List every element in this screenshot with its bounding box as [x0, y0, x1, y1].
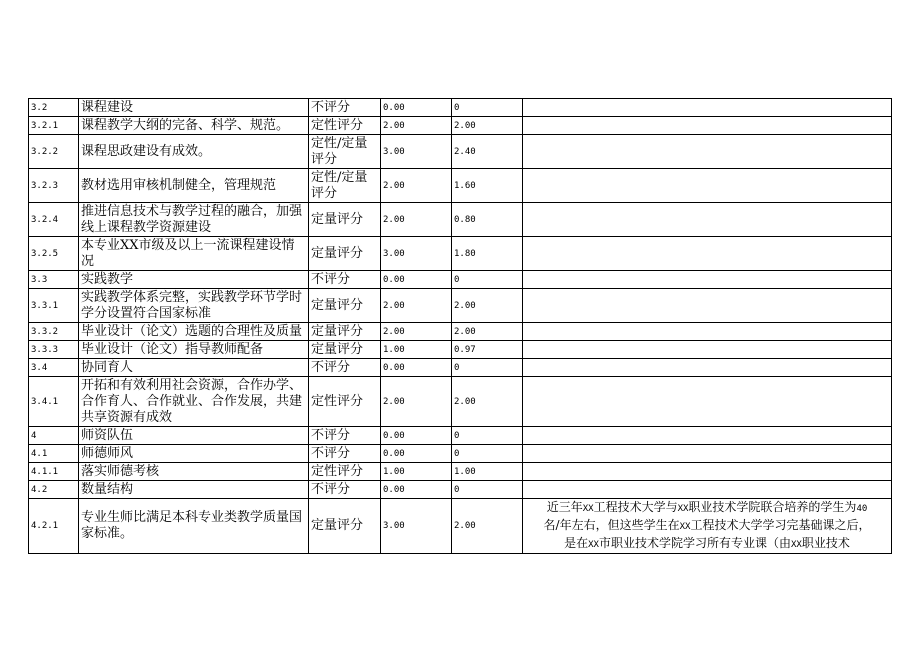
scoring-method: 不评分	[309, 99, 381, 117]
item-code: 3.2.5	[29, 237, 79, 271]
scoring-method: 不评分	[309, 427, 381, 445]
item-code: 3.4	[29, 359, 79, 377]
full-score: 0.00	[381, 427, 452, 445]
remarks-text: XX	[791, 540, 802, 550]
full-score: 0.00	[381, 445, 452, 463]
full-score: 2.00	[381, 203, 452, 237]
table-row	[29, 427, 892, 445]
item-code: 3.3	[29, 271, 79, 289]
scoring-method: 定性/定量评分	[309, 169, 381, 203]
full-score: 2.00	[381, 169, 452, 203]
remarks	[523, 237, 892, 271]
actual-score: 1.00	[452, 463, 523, 481]
scoring-method: 不评分	[309, 445, 381, 463]
scoring-method: 定性评分	[309, 463, 381, 481]
remarks	[523, 359, 892, 377]
actual-score: 2.00	[452, 377, 523, 427]
scoring-method: 不评分	[309, 359, 381, 377]
actual-score: 2.00	[452, 289, 523, 323]
actual-score: 0	[452, 445, 523, 463]
item-code: 3.3.2	[29, 323, 79, 341]
actual-score: 0.97	[452, 341, 523, 359]
remarks-text: 职业技术学院联合培养的学生为	[688, 500, 857, 514]
item-description: 实践教学体系完整，实践教学环节学时学分设置符合国家标准	[79, 289, 309, 323]
scoring-method: 定性评分	[309, 117, 381, 135]
full-score: 3.00	[381, 237, 452, 271]
item-description: 师德师风	[79, 445, 309, 463]
remarks-text: 工程技术大学与	[593, 500, 678, 514]
item-code: 3.2.1	[29, 117, 79, 135]
table-row	[29, 289, 892, 323]
remarks	[523, 445, 892, 463]
scoring-method: 不评分	[309, 271, 381, 289]
item-description: 毕业设计（论文）指导教师配备	[79, 341, 309, 359]
remarks	[523, 271, 892, 289]
item-code: 3.2.3	[29, 169, 79, 203]
remarks	[523, 323, 892, 341]
actual-score: 0	[452, 427, 523, 445]
full-score: 2.00	[381, 323, 452, 341]
item-code: 4.2.1	[29, 499, 79, 554]
item-description: 开拓和有效利用社会资源，合作办学、合作育人、合作就业、合作发展，共建共享资源有成效	[79, 377, 309, 427]
remarks-text: 职业技术	[801, 536, 850, 550]
remarks-line	[525, 499, 889, 517]
scoring-method: 定性评分	[309, 377, 381, 427]
item-code: 3.3.1	[29, 289, 79, 323]
full-score: 2.00	[381, 117, 452, 135]
full-score: 1.00	[381, 463, 452, 481]
table-row	[29, 117, 892, 135]
remarks	[523, 99, 892, 117]
actual-score: 1.60	[452, 169, 523, 203]
evaluation-table	[28, 98, 892, 554]
full-score: 0.00	[381, 271, 452, 289]
actual-score: 0	[452, 481, 523, 499]
table-row	[29, 237, 892, 271]
item-code: 3.4.1	[29, 377, 79, 427]
table-row	[29, 323, 892, 341]
scoring-method: 定量评分	[309, 237, 381, 271]
item-description: 师资队伍	[79, 427, 309, 445]
full-score: 0.00	[381, 359, 452, 377]
scoring-method: 定量评分	[309, 289, 381, 323]
remarks-text: XX	[679, 522, 691, 532]
item-description: 课程教学大纲的完备、科学、规范。	[79, 117, 309, 135]
table-row	[29, 359, 892, 377]
scoring-method: 定量评分	[309, 499, 381, 554]
remarks-line	[525, 535, 889, 553]
actual-score: 0	[452, 359, 523, 377]
remarks	[523, 481, 892, 499]
remarks-text: XX	[588, 540, 599, 550]
full-score: 1.00	[381, 341, 452, 359]
actual-score: 0	[452, 271, 523, 289]
item-description: 推进信息技术与教学过程的融合，加强线上课程教学资源建设	[79, 203, 309, 237]
remarks-text: XX	[582, 504, 594, 514]
actual-score: 2.00	[452, 117, 523, 135]
actual-score: 2.40	[452, 135, 523, 169]
table-row	[29, 203, 892, 237]
remarks-text: 40	[856, 504, 868, 514]
table-row	[29, 341, 892, 359]
actual-score: 0.80	[452, 203, 523, 237]
table-row	[29, 445, 892, 463]
scoring-method: 定量评分	[309, 323, 381, 341]
actual-score: 1.80	[452, 237, 523, 271]
remarks	[523, 117, 892, 135]
item-description: 课程思政建设有成效。	[79, 135, 309, 169]
table-row	[29, 271, 892, 289]
remarks	[523, 169, 892, 203]
item-code: 3.2.2	[29, 135, 79, 169]
item-description: 实践教学	[79, 271, 309, 289]
full-score: 2.00	[381, 377, 452, 427]
item-description: 教材选用审核机制健全，管理规范	[79, 169, 309, 203]
scoring-method: 不评分	[309, 481, 381, 499]
item-code: 4.1	[29, 445, 79, 463]
item-code: 4.2	[29, 481, 79, 499]
full-score: 0.00	[381, 481, 452, 499]
item-code: 4.1.1	[29, 463, 79, 481]
actual-score: 2.00	[452, 499, 523, 554]
remarks-text: 工程技术大学学习完基础课之后，	[690, 518, 871, 532]
item-code: 4	[29, 427, 79, 445]
item-description: 落实师德考核	[79, 463, 309, 481]
item-description: 本专业XX市级及以上一流课程建设情况	[79, 237, 309, 271]
full-score: 0.00	[381, 99, 452, 117]
item-description: 专业生师比满足本科专业类教学质量国家标准。	[79, 499, 309, 554]
remarks	[523, 135, 892, 169]
actual-score: 0	[452, 99, 523, 117]
table-row	[29, 377, 892, 427]
table-row	[29, 499, 892, 554]
remarks	[523, 499, 892, 554]
remarks-text: 是在	[564, 536, 589, 550]
remarks	[523, 289, 892, 323]
remarks	[523, 377, 892, 427]
item-description: 数量结构	[79, 481, 309, 499]
table-row	[29, 463, 892, 481]
table-row	[29, 169, 892, 203]
remarks-text: 近三年	[546, 500, 583, 514]
remarks-text: XX	[677, 504, 689, 514]
table-row	[29, 481, 892, 499]
remarks-text: 市职业技术学院学习所有专业课（由	[598, 536, 791, 550]
scoring-method: 定量评分	[309, 341, 381, 359]
table-row	[29, 99, 892, 117]
item-code: 3.2	[29, 99, 79, 117]
remarks-text: 名/年左右，但这些学生在	[543, 518, 680, 532]
remarks	[523, 427, 892, 445]
remarks	[523, 203, 892, 237]
full-score: 3.00	[381, 499, 452, 554]
item-description: 协同育人	[79, 359, 309, 377]
table-row	[29, 135, 892, 169]
remarks	[523, 341, 892, 359]
item-code: 3.3.3	[29, 341, 79, 359]
item-description: 毕业设计（论文）选题的合理性及质量	[79, 323, 309, 341]
scoring-method: 定性/定量评分	[309, 135, 381, 169]
full-score: 3.00	[381, 135, 452, 169]
remarks	[523, 463, 892, 481]
full-score: 2.00	[381, 289, 452, 323]
item-description: 课程建设	[79, 99, 309, 117]
remarks-line	[525, 517, 889, 535]
actual-score: 2.00	[452, 323, 523, 341]
item-code: 3.2.4	[29, 203, 79, 237]
scoring-method: 定量评分	[309, 203, 381, 237]
